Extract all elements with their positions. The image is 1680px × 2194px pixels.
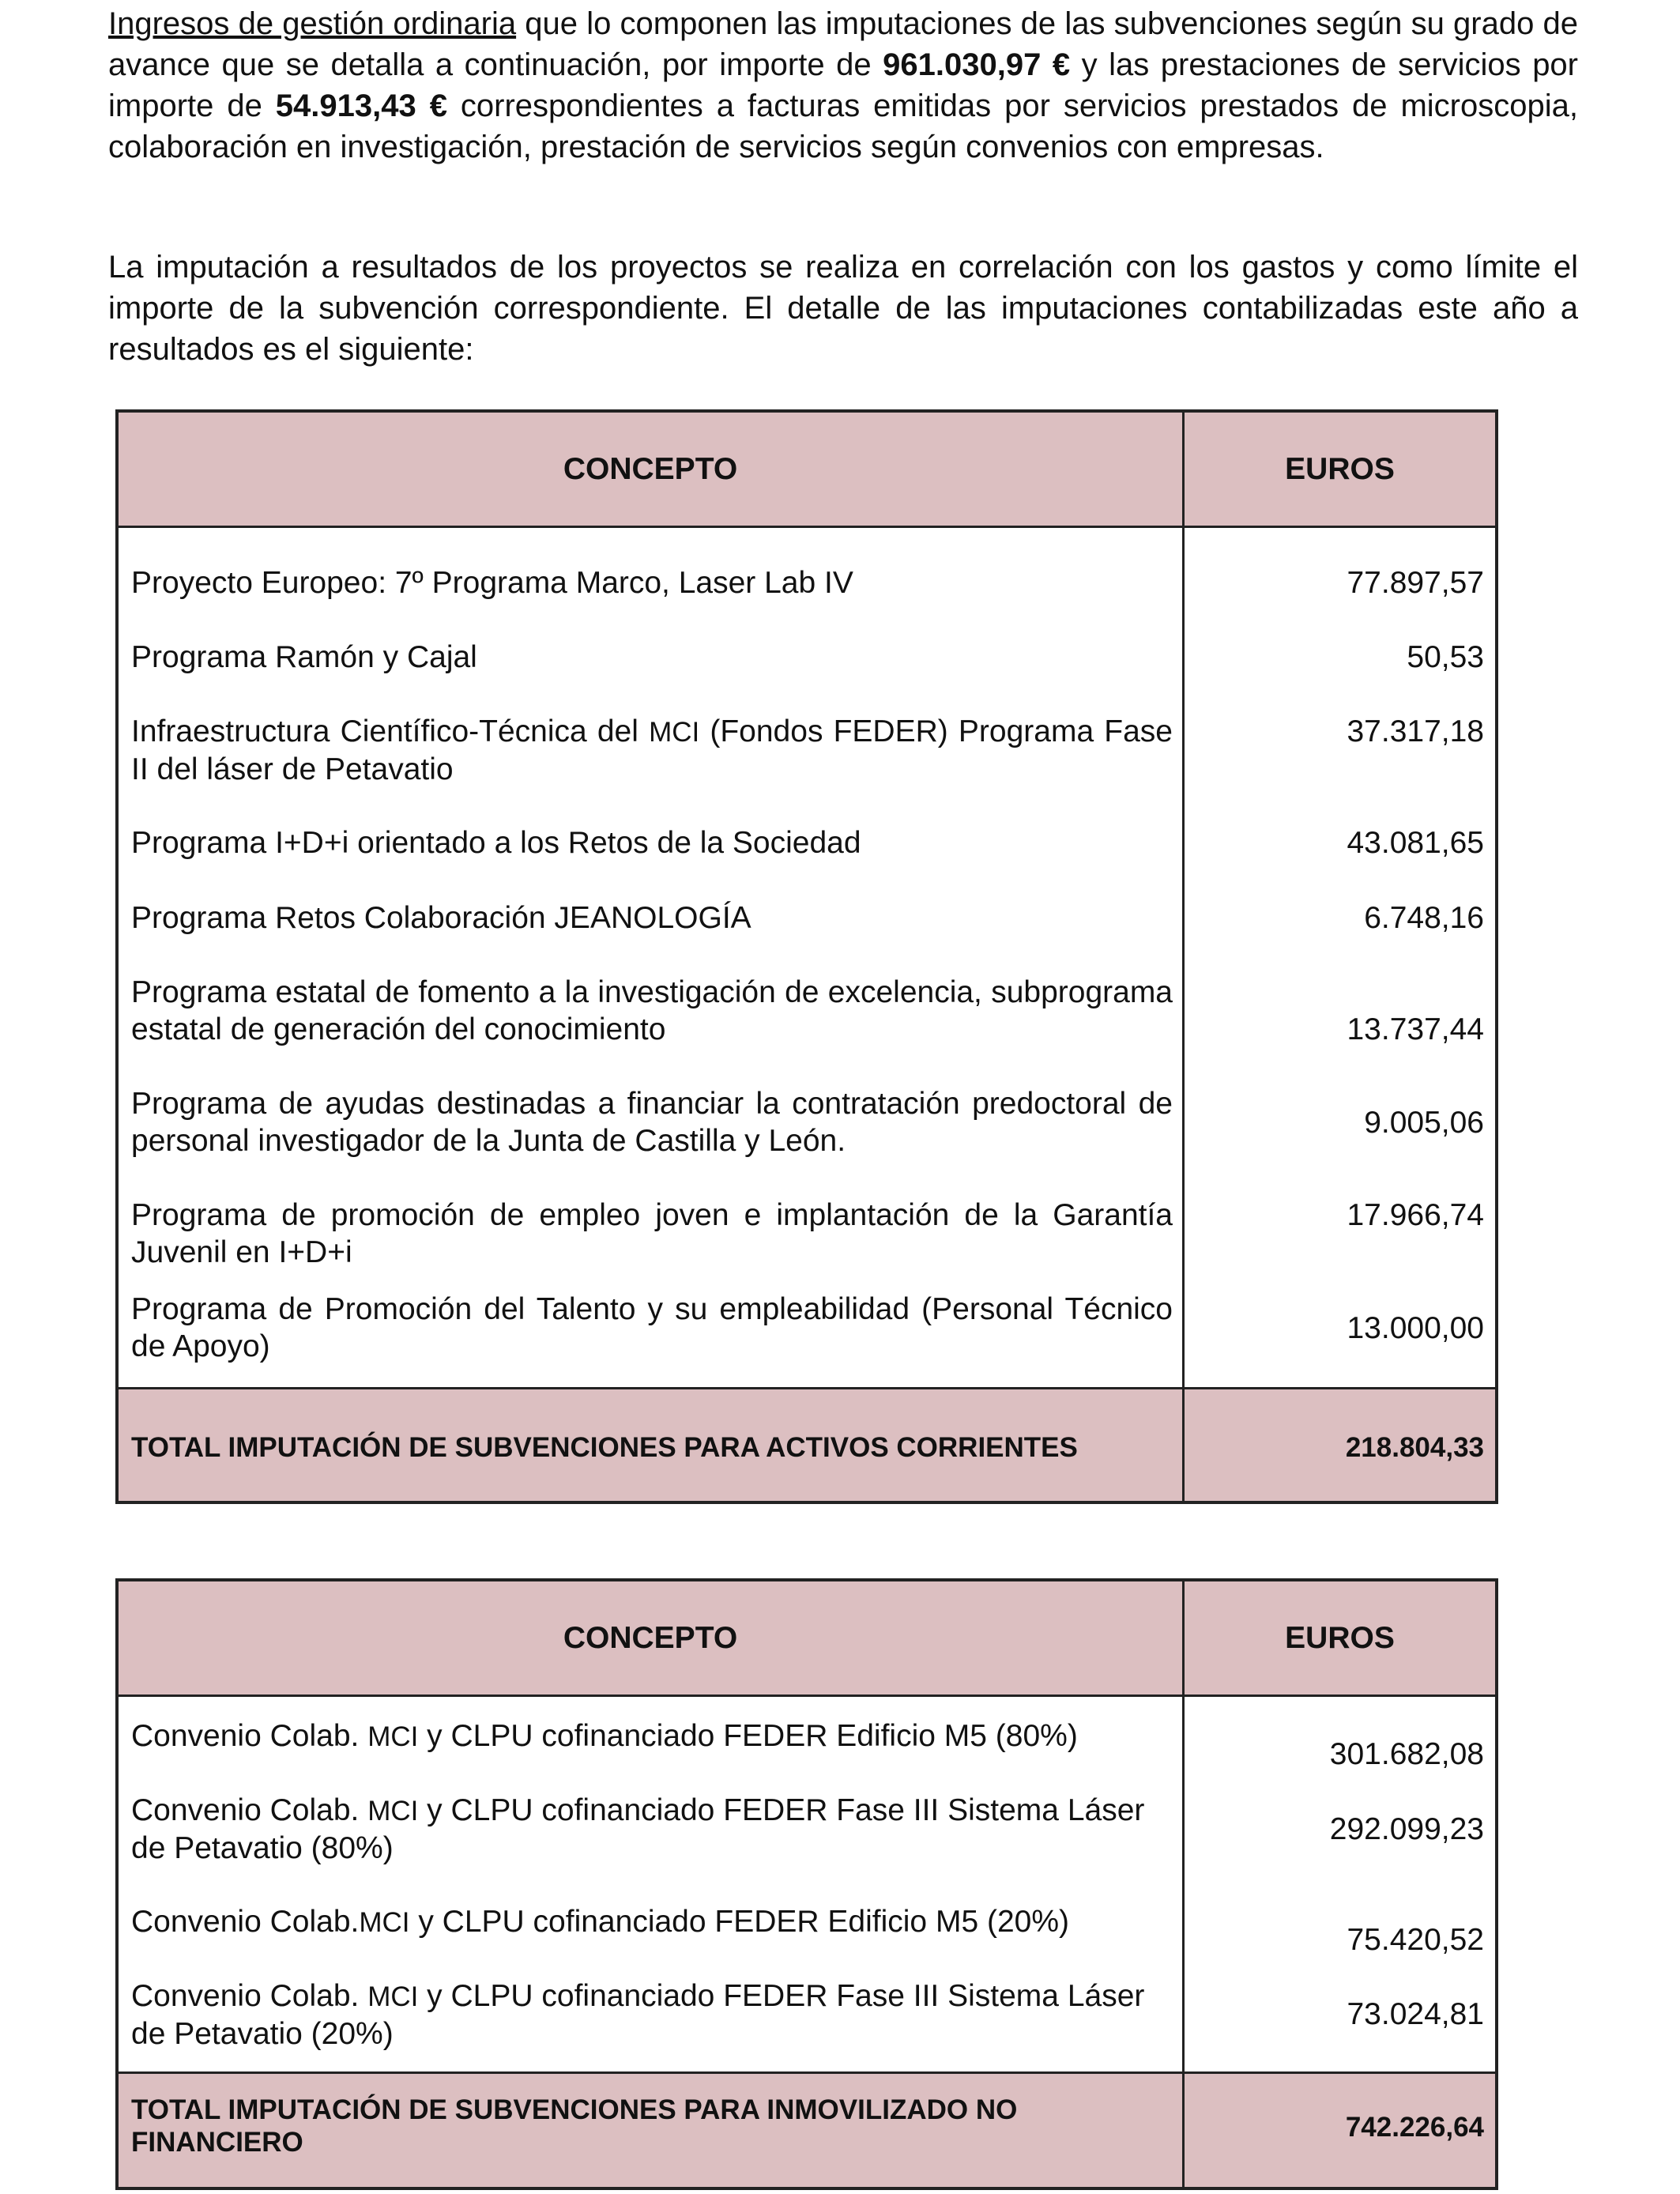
table-inmovilizado-no-financiero	[115, 1578, 1498, 2190]
table1-row-amount: 50,53	[1407, 640, 1484, 674]
table1-row-concept: Programa I+D+i orientado a los Retos de la Sociedad	[131, 826, 861, 860]
table2-header-euros: EUROS	[1285, 1620, 1395, 1655]
table1-row-concept: Programa de promoción de empleo joven e implantación de la Garantía Juvenil en I+D+i	[131, 1198, 1173, 1269]
table2-row-concept-b: y CLPU cofinanciado FEDER Edificio M5 (80%)	[418, 1719, 1078, 1753]
table2-row-concept-mci: MCI	[367, 1981, 419, 2012]
table2-row-amount: 73.024,81	[1347, 1997, 1484, 2031]
table2-total-label: TOTAL IMPUTACIÓN DE SUBVENCIONES PARA INMOVILIZADO NO FINANCIERO	[131, 2094, 1018, 2158]
table2-total-amount: 742.226,64	[1345, 2112, 1484, 2143]
table2-row-concept-a: Convenio Colab.	[131, 1979, 368, 2013]
table2-row-concept-a: Convenio Colab.	[131, 1719, 368, 1753]
table1-row-concept-a: Infraestructura Científico-Técnica del	[131, 714, 650, 748]
table2-row-concept-mci: MCI	[367, 1721, 419, 1752]
table1-row-amount: 6.748,16	[1364, 901, 1484, 935]
intro-paragraph-1	[108, 3, 1578, 168]
table2-row-concept-b: y CLPU cofinanciado FEDER Fase III Sistema Láser de Petavatio (20%)	[131, 1979, 1145, 2051]
table2-row-concept	[131, 1717, 1158, 1755]
table1-row-amount: 13.000,00	[1347, 1311, 1484, 1345]
intro-p1-text-c: correspondientes a facturas emitidas por servicios prestados de microscopia, colaboración en investigación, prestación de servicios según convenios con empresas.	[108, 89, 1578, 164]
intro-p1-text-a: que lo componen las imputaciones de las subvenciones según su grado de avance que se detalla a continuación, por importe de	[108, 6, 1578, 82]
intro-paragraph-2: La imputación a resultados de los proyectos se realiza en correlación con los gastos y como límite el importe de la subvención correspondiente. El detalle de las imputaciones contabilizadas este año a resultados es el siguiente:	[108, 250, 1578, 367]
table2-row-amount: 75.420,52	[1347, 1923, 1484, 1957]
table2-row-concept	[131, 1792, 1158, 1867]
table2-row-concept	[131, 1977, 1158, 2053]
table1-row-amount: 37.317,18	[1347, 714, 1484, 748]
table1-row-amount: 77.897,57	[1347, 566, 1484, 600]
table1-row-amount: 17.966,74	[1347, 1198, 1484, 1232]
table1-row-amount: 9.005,06	[1364, 1106, 1484, 1140]
table2-row-concept-mci: MCI	[359, 1907, 410, 1938]
table1-row-concept: Proyecto Europeo: 7º Programa Marco, Laser Lab IV	[131, 566, 853, 600]
table-activos-corrientes	[115, 409, 1498, 1504]
table1-row-concept-b: (Fondos FEDER) Programa Fase II del láser de Petavatio	[131, 714, 1173, 786]
table1-total-label: TOTAL IMPUTACIÓN DE SUBVENCIONES PARA ACTIVOS CORRIENTES	[131, 1432, 1078, 1463]
intro-amount-subvenciones: 961.030,97 €	[883, 47, 1071, 82]
table2-row-concept-mci: MCI	[367, 1796, 419, 1826]
table2-total-divider	[119, 2071, 1495, 2074]
table1-row-amount: 43.081,65	[1347, 826, 1484, 860]
table2-row-concept-a: Convenio Colab.	[131, 1793, 368, 1827]
table1-row-concept: Programa Ramón y Cajal	[131, 640, 477, 674]
table2-row-concept	[131, 1903, 1158, 1941]
table1-total-amount: 218.804,33	[1345, 1432, 1484, 1463]
intro-heading-link: Ingresos de gestión ordinaria	[108, 6, 517, 41]
table1-row-concept: Programa de Promoción del Talento y su empleabilidad (Personal Técnico de Apoyo)	[131, 1292, 1173, 1363]
table1-total-divider	[119, 1387, 1495, 1389]
table1-row-concept-mci: MCI	[649, 717, 700, 748]
table1-row-concept: Programa de ayudas destinadas a financiar la contratación predoctoral de personal investigador de la Junta de Castilla y León.	[131, 1087, 1173, 1158]
table2-row-concept-a: Convenio Colab.	[131, 1905, 360, 1939]
table2-row-amount: 292.099,23	[1329, 1812, 1484, 1846]
table1-row-concept: Programa Retos Colaboración JEANOLOGÍA	[131, 901, 751, 935]
table1-row-concept: Programa estatal de fomento a la investigación de excelencia, subprograma estatal de generación del conocimiento	[131, 975, 1173, 1046]
intro-amount-servicios: 54.913,43 €	[275, 89, 447, 123]
table1-header-divider	[119, 526, 1495, 528]
table2-header-concepto: CONCEPTO	[563, 1620, 738, 1655]
intro-p1-text-b: y las prestaciones de servicios por importe de	[108, 47, 1579, 123]
table2-row-concept-b: y CLPU cofinanciado FEDER Edificio M5 (20%)	[409, 1905, 1069, 1939]
table2-row-amount: 301.682,08	[1329, 1737, 1484, 1771]
table1-row-concept	[131, 713, 1173, 788]
table2-row-concept-b: y CLPU cofinanciado FEDER Fase III Sistema Láser de Petavatio (80%)	[131, 1793, 1145, 1865]
table1-header-concepto: CONCEPTO	[563, 451, 738, 486]
table1-row-amount: 13.737,44	[1347, 1012, 1484, 1046]
table1-header-euros: EUROS	[1285, 451, 1395, 486]
table2-header-divider	[119, 1695, 1495, 1697]
